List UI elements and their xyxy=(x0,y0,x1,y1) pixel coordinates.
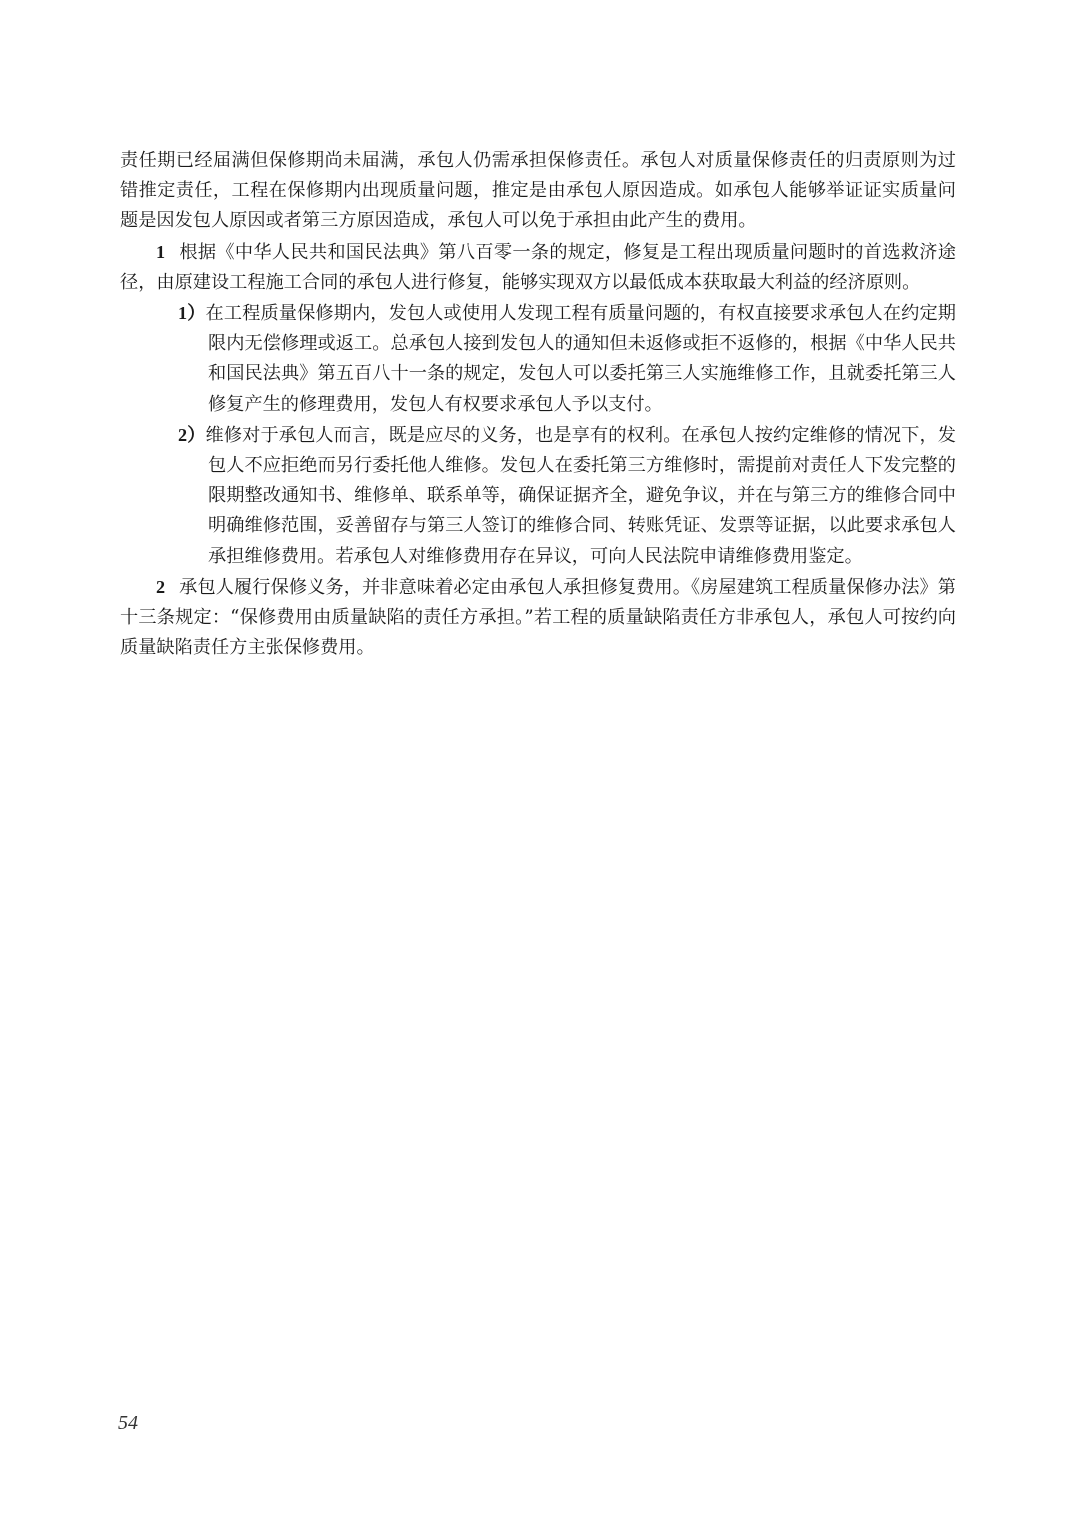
sub-item-1-number: 1） xyxy=(178,303,206,324)
sub-item-2-number: 2） xyxy=(178,424,206,445)
sub-item-2-paragraph xyxy=(120,420,956,572)
item-2-number: 2 xyxy=(156,576,166,597)
intro-paragraph xyxy=(120,146,956,237)
page-number: 54 xyxy=(118,1412,138,1434)
sub-item-1-text: 在工程质量保修期内，发包人或使用人发现工程有质量问题的，有权直接要求承包人在约定期限内无偿修理或返工。总承包人接到发包人的通知但未返修或拒不返修的，根据《中华人民共和国民法典》第五百八十一条的规定，发包人可以委托第三人实施维修工作，且就委托第三人修复产生的修理费用，发包人有权要求承包人予以支付。 xyxy=(205,303,956,415)
item-1-number: 1 xyxy=(156,241,166,262)
item-1-paragraph xyxy=(120,237,956,298)
page-body xyxy=(120,146,956,663)
intro-text: 责任期已经届满但保修期尚未届满，承包人仍需承担保修责任。承包人对质量保修责任的归责原则为过错推定责任，工程在保修期内出现质量问题，推定是由承包人原因造成。如承包人能够举证证实质量问题是因发包人原因或者第三方原因造成，承包人可以免于承担由此产生的费用。 xyxy=(120,150,956,232)
item-2-paragraph xyxy=(120,572,956,664)
item-2-text: 承包人履行保修义务，并非意味着必定由承包人承担修复费用。《房屋建筑工程质量保修办法》第十三条规定：“保修费用由质量缺陷的责任方承担。”若工程的质量缺陷责任方非承包人，承包人可按约向质量缺陷责任方主张保修费用。 xyxy=(120,576,956,659)
sub-item-2-text: 维修对于承包人而言，既是应尽的义务，也是享有的权利。在承包人按约定维修的情况下，发包人不应拒绝而另行委托他人维修。发包人在委托第三方维修时，需提前对责任人下发完整的限期整改通知书、维修单、联系单等，确保证据齐全，避免争议，并在与第三方的维修合同中明确维修范围，妥善留存与第三人签订的维修合同、转账凭证、发票等证据，以此要求承包人承担维修费用。若承包人对维修费用存在异议，可向人民法院申请维修费用鉴定。 xyxy=(205,424,956,567)
sub-item-1-paragraph xyxy=(120,298,956,420)
item-1-text: 根据《中华人民共和国民法典》第八百零一条的规定，修复是工程出现质量问题时的首选救济途径，由原建设工程施工合同的承包人进行修复，能够实现双方以最低成本获取最大利益的经济原则。 xyxy=(120,241,956,293)
